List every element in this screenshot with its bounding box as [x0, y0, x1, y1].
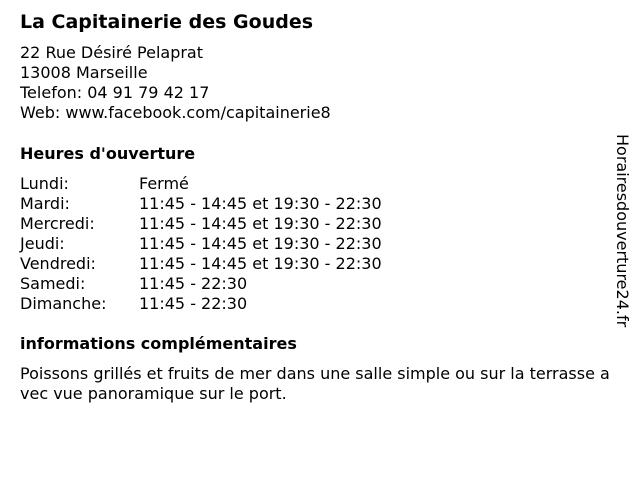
info-description: Poissons grillés et fruits de mer dans une salle simple ou sur la terrasse avec vue panoramique sur le port.	[20, 364, 610, 403]
day-label: Vendredi:	[20, 254, 96, 273]
day-label: Lundi:	[20, 174, 69, 193]
day-label: Jeudi:	[20, 234, 65, 253]
hours-heading: Heures d'ouverture	[20, 144, 196, 163]
day-label: Mercredi:	[20, 214, 95, 233]
day-hours: 11:45 - 22:30	[139, 274, 248, 293]
day-hours: Fermé	[139, 174, 189, 193]
day-hours: 11:45 - 14:45 et 19:30 - 22:30	[139, 234, 382, 253]
day-label: Samedi:	[20, 274, 86, 293]
hours-table	[20, 174, 382, 314]
info-heading: informations complémentaires	[20, 334, 297, 353]
business-name: La Capitainerie des Goudes	[20, 11, 314, 33]
day-hours: 11:45 - 22:30	[139, 294, 248, 313]
hours-row	[20, 194, 382, 214]
hours-row	[20, 234, 382, 254]
phone-number: Telefon: 04 91 79 42 17	[20, 83, 210, 102]
day-label: Mardi:	[20, 194, 70, 213]
hours-row	[20, 254, 382, 274]
day-label: Dimanche:	[20, 294, 107, 313]
day-hours: 11:45 - 14:45 et 19:30 - 22:30	[139, 214, 382, 233]
address-block	[20, 43, 331, 123]
day-hours: 11:45 - 14:45 et 19:30 - 22:30	[139, 254, 382, 273]
website-link: Web: www.facebook.com/capitainerie8	[20, 103, 331, 122]
hours-row	[20, 294, 382, 314]
day-hours: 11:45 - 14:45 et 19:30 - 22:30	[139, 194, 382, 213]
hours-row	[20, 274, 382, 294]
address-street: 22 Rue Désiré Pelaprat	[20, 43, 203, 62]
hours-row	[20, 174, 382, 194]
hours-row	[20, 214, 382, 234]
watermark-text: Horairesdouverture24.fr	[613, 134, 632, 328]
address-city: 13008 Marseille	[20, 63, 148, 82]
